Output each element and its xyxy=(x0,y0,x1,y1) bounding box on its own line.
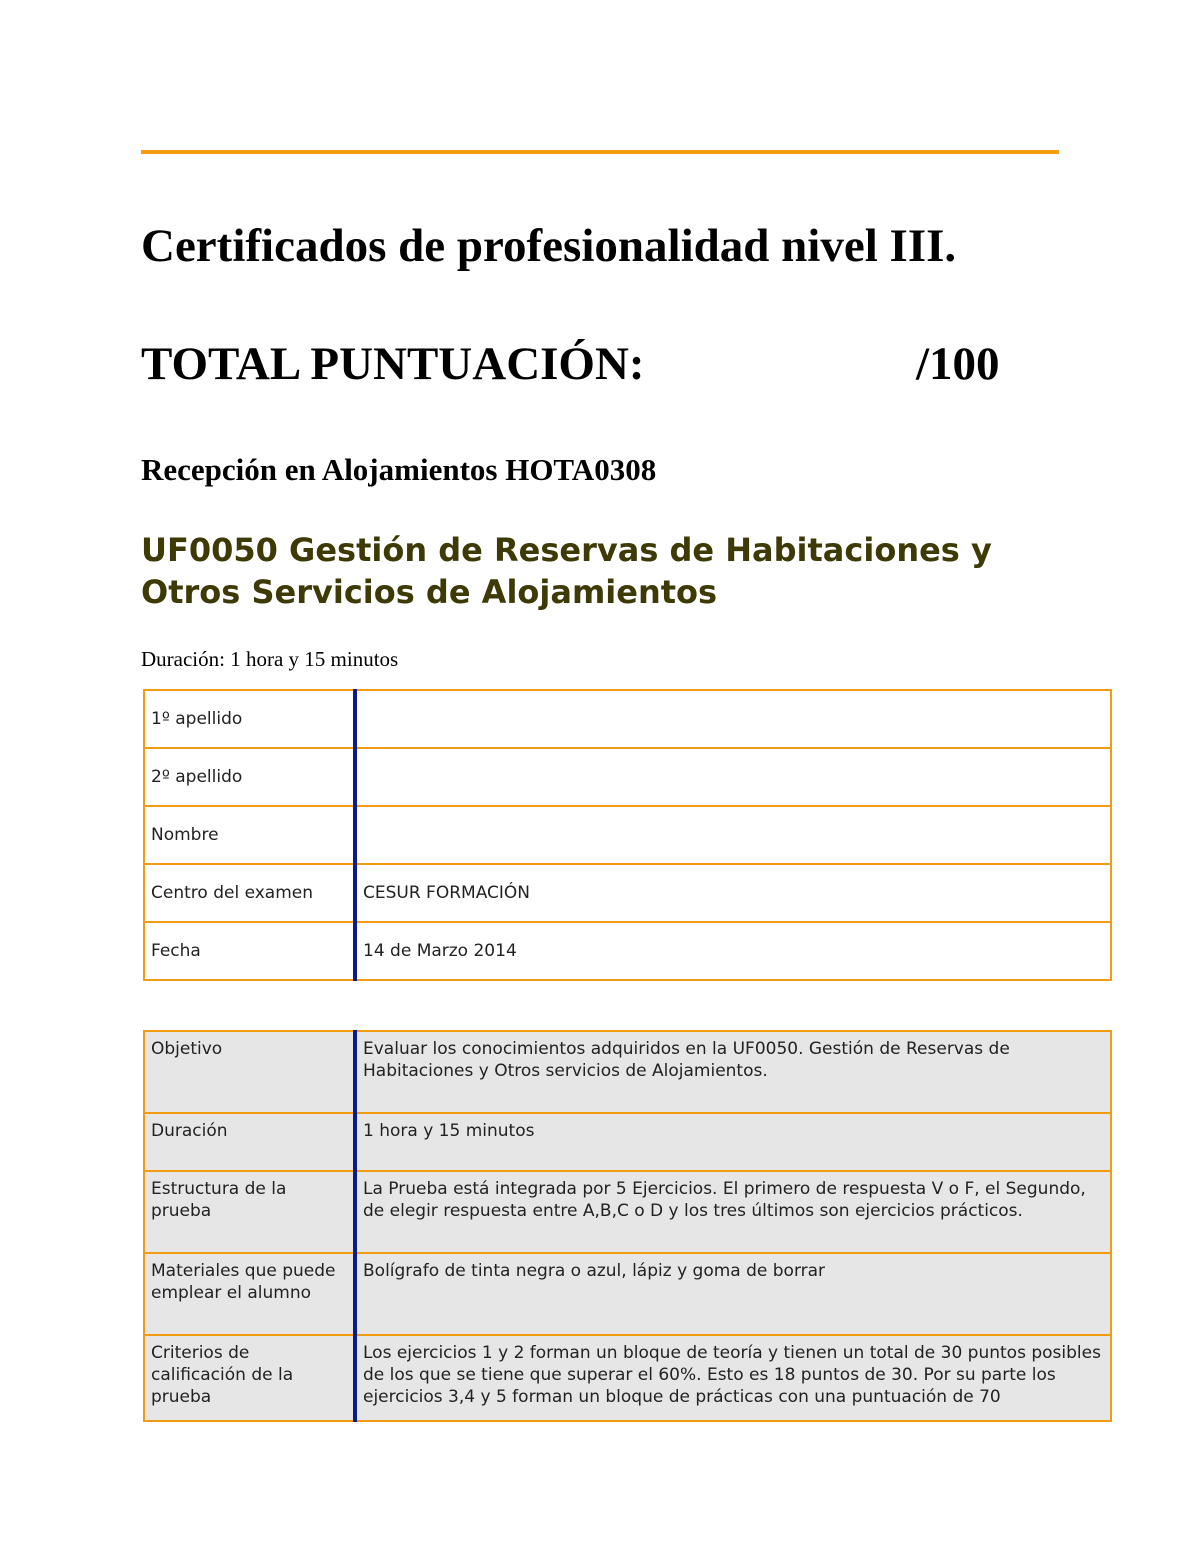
objective-value: Evaluar los conocimientos adquiridos en la UF0050. Gestión de Reservas de Habitaciones y Otros servicios de Alojamientos. xyxy=(355,1031,1111,1113)
duration-value: 1 hora y 15 minutos xyxy=(355,1113,1111,1171)
field-label: Fecha xyxy=(144,922,355,980)
field-label: 1º apellido xyxy=(144,690,355,748)
table-row xyxy=(144,690,1111,748)
candidate-info-table xyxy=(143,689,1112,981)
top-rule xyxy=(141,150,1059,154)
table-row xyxy=(144,806,1111,864)
duration-text: Duración: 1 hora y 15 minutos xyxy=(141,647,399,671)
course-name: Recepción en Alojamientos HOTA0308 xyxy=(141,452,657,487)
field-label: Centro del examen xyxy=(144,864,355,922)
field-label: Objetivo xyxy=(144,1031,355,1113)
table-row xyxy=(144,1113,1111,1171)
field-label: Materiales que puede emplear el alumno xyxy=(144,1253,355,1335)
unit-title: UF0050 Gestión de Reservas de Habitaciones y Otros Servicios de Alojamientos xyxy=(141,531,992,611)
table-row xyxy=(144,1253,1111,1335)
second-surname-field[interactable] xyxy=(355,748,1111,806)
structure-value: La Prueba está integrada por 5 Ejercicios. El primero de respuesta V o F, el Segundo, de elegir respuesta entre A,B,C o D y los tres últimos son ejercicios prácticos. xyxy=(355,1171,1111,1253)
first-surname-field[interactable] xyxy=(355,690,1111,748)
document-title: Certificados de profesionalidad nivel III. xyxy=(141,220,957,272)
exam-details-table xyxy=(143,1030,1112,1422)
field-label: Duración xyxy=(144,1113,355,1171)
field-label: 2º apellido xyxy=(144,748,355,806)
total-score-heading xyxy=(141,336,1021,392)
total-score-max: /100 xyxy=(916,338,1000,390)
table-row xyxy=(144,1031,1111,1113)
table-row xyxy=(144,922,1111,980)
exam-center-value: CESUR FORMACIÓN xyxy=(355,864,1111,922)
date-value: 14 de Marzo 2014 xyxy=(355,922,1111,980)
criteria-value: Los ejercicios 1 y 2 forman un bloque de teoría y tienen un total de 30 puntos posibles de los que se tiene que superar el 60%. Esto es 18 puntos de 30. Por su parte los ejercicios 3,4 y 5 forman un bloque de prácticas con una puntuación de 70 xyxy=(355,1335,1111,1421)
table-row xyxy=(144,1171,1111,1253)
name-field[interactable] xyxy=(355,806,1111,864)
total-score-label: TOTAL PUNTUACIÓN: xyxy=(141,338,645,390)
field-label: Criterios de calificación de la prueba xyxy=(144,1335,355,1421)
field-label: Estructura de la prueba xyxy=(144,1171,355,1253)
table-row xyxy=(144,1335,1111,1421)
table-row xyxy=(144,864,1111,922)
materials-value: Bolígrafo de tinta negra o azul, lápiz y goma de borrar xyxy=(355,1253,1111,1335)
field-label: Nombre xyxy=(144,806,355,864)
table-row xyxy=(144,748,1111,806)
